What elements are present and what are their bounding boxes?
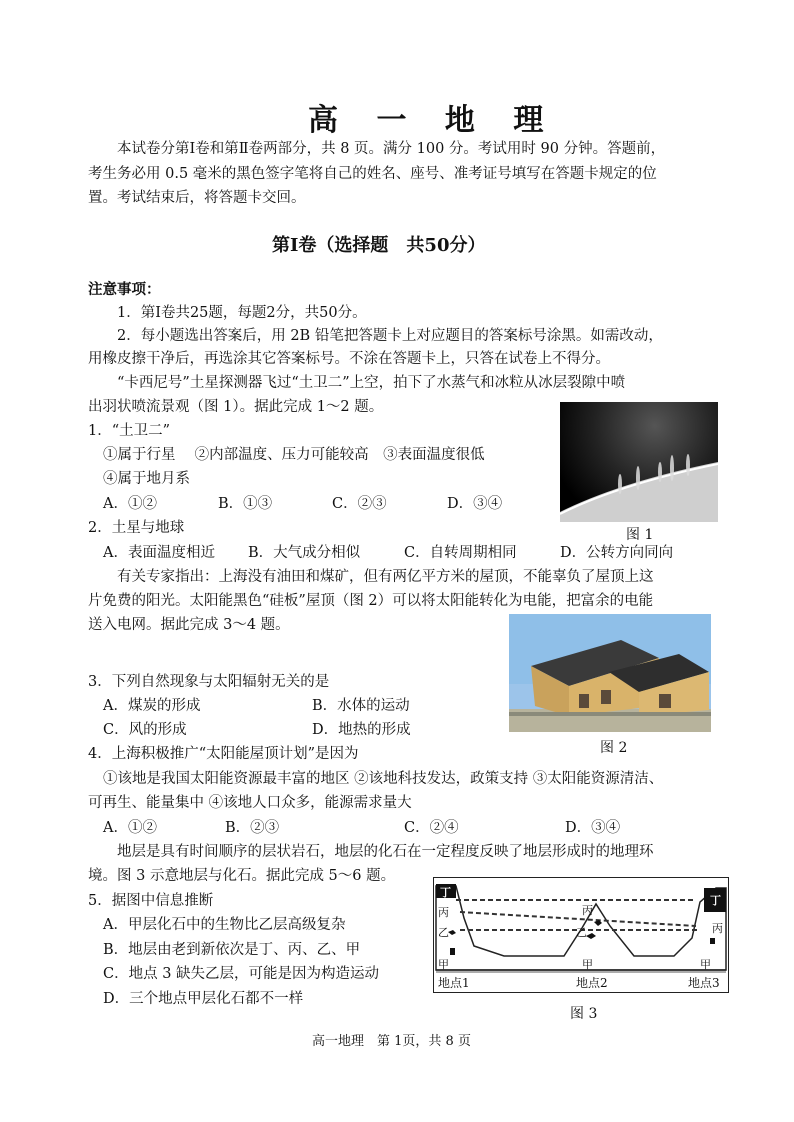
- notice-item-1: 1．第Ⅰ卷共25题，每题2分，共50分。: [117, 305, 367, 321]
- intro-line-2: 考生务必用 0.5 毫米的黑色签字笔将自己的姓名、座号、准考证号填写在答题卡规定的位: [88, 166, 657, 182]
- notice-item-2-cont: 用橡皮擦干净后，再选涂其它答案标号。不涂在答题卡上，只答在试卷上不得分。: [88, 351, 610, 367]
- q1-statements-2: ④属于地月系: [103, 471, 190, 487]
- q3-option-c[interactable]: C．风的形成: [103, 722, 187, 738]
- q5-stem: 5．据图中信息推断: [88, 893, 214, 909]
- q2-option-c[interactable]: C．自转周期相同: [404, 545, 517, 561]
- q5-option-d[interactable]: D．三个地点甲层化石都不一样: [103, 991, 304, 1007]
- q4-statements-1: ①该地是我国太阳能资源最丰富的地区 ②该地科技发达，政策支持 ③太阳能资源清洁、: [103, 771, 664, 787]
- q5-option-a[interactable]: A．甲层化石中的生物比乙层高级复杂: [103, 917, 346, 933]
- q1-option-b[interactable]: B．①③: [218, 496, 273, 512]
- fig3-label-bing-site3: 丙: [712, 922, 723, 935]
- q2-option-d[interactable]: D．公转方向同向: [560, 545, 674, 561]
- q2-option-a[interactable]: A．表面温度相近: [103, 545, 215, 561]
- passage2-line-2: 片免费的阳光。太阳能黑色“硅板”屋顶（图 2）可以将太阳能转化为电能，把富余的电能: [88, 593, 654, 609]
- fig3-label-bing-site1: 丙: [438, 906, 449, 919]
- fig3-site-1: 地点1: [438, 976, 470, 990]
- q3-option-a[interactable]: A．煤炭的形成: [103, 698, 201, 714]
- q2-option-b[interactable]: B．大气成分相似: [248, 545, 361, 561]
- fig3-label-bing-site2: 丙: [582, 904, 593, 917]
- figure-2-caption: 图 2: [600, 740, 628, 756]
- passage1-line-1: “卡西尼号”土星探测器飞过“土卫二”上空，拍下了水蒸气和冰粒从冰层裂隙中喷: [117, 375, 626, 391]
- q3-option-b[interactable]: B．水体的运动: [312, 698, 410, 714]
- fig3-label-jia-site1: 甲: [438, 958, 449, 971]
- figure-2-solar-roof-house-image: [509, 614, 711, 732]
- passage1-line-2: 出羽状喷流景观（图 1）。据此完成 1～2 题。: [88, 399, 384, 415]
- passage2-line-3: 送入电网。据此完成 3～4 题。: [88, 617, 290, 633]
- fig3-label-jia-site3: 甲: [700, 958, 711, 971]
- q5-option-b[interactable]: B．地层由老到新依次是丁、丙、乙、甲: [103, 942, 361, 958]
- fig3-site-3: 地点3: [688, 976, 720, 990]
- passage3-line-2: 境。图 3 示意地层与化石。据此完成 5～6 题。: [88, 868, 396, 884]
- fig3-label-ding-site1: 丁: [440, 886, 451, 899]
- q5-option-c[interactable]: C．地点 3 缺失乙层，可能是因为构造运动: [103, 966, 380, 982]
- figure-3-strata-diagram: [433, 877, 729, 993]
- q1-option-a[interactable]: A．①②: [103, 496, 157, 512]
- notice-item-2: 2．每小题选出答案后，用 2B 铅笔把答题卡上对应题目的答案标号涂黑。如需改动，: [117, 328, 663, 344]
- q1-option-c[interactable]: C．②③: [332, 496, 387, 512]
- q1-option-d[interactable]: D．③④: [447, 496, 503, 512]
- page-footer: 高一地理 第 1页，共 8 页: [312, 1034, 471, 1049]
- intro-line-1: 本试卷分第Ⅰ卷和第Ⅱ卷两部分，共 8 页。满分 100 分。考试用时 90 分钟。答题前，: [117, 141, 666, 157]
- q1-stem: 1．“土卫二”: [88, 423, 171, 439]
- q3-stem: 3．下列自然现象与太阳辐射无关的是: [88, 674, 330, 690]
- q4-option-a[interactable]: A．①②: [103, 820, 157, 836]
- q4-option-c[interactable]: C．②④: [404, 820, 459, 836]
- fig3-label-yi-site2: 乙: [576, 926, 587, 939]
- q3-option-d[interactable]: D．地热的形成: [312, 722, 411, 738]
- fig3-site-2: 地点2: [576, 976, 608, 990]
- q4-stem: 4．上海积极推广“太阳能屋顶计划”是因为: [88, 746, 359, 762]
- figure-3-caption: 图 3: [570, 1006, 598, 1022]
- q1-statements-1: ①属于行星 ②内部温度、压力可能较高 ③表面温度很低: [103, 447, 485, 463]
- fig3-label-yi-site1: 乙: [438, 926, 449, 939]
- q4-option-b[interactable]: B．②③: [225, 820, 280, 836]
- fig3-label-ding-site3: 丁: [710, 894, 721, 907]
- notice-heading: 注意事项：: [88, 281, 161, 298]
- page-title: 高 一 地 理: [308, 103, 558, 138]
- q4-option-d[interactable]: D．③④: [565, 820, 621, 836]
- q2-stem: 2．土星与地球: [88, 520, 185, 536]
- section-title: 第Ⅰ卷（选择题 共50分）: [272, 235, 486, 256]
- passage3-line-1: 地层是具有时间顺序的层状岩石，地层的化石在一定程度反映了地层形成时的地理环: [117, 844, 654, 860]
- figure-1-caption: 图 1: [626, 527, 654, 543]
- intro-line-3: 置。考试结束后，将答题卡交回。: [88, 190, 306, 206]
- passage2-line-1: 有关专家指出：上海没有油田和煤矿，但有两亿平方米的屋顶，不能辜负了屋顶上这: [117, 569, 654, 585]
- fig3-label-jia-site2: 甲: [582, 958, 593, 971]
- q4-statements-2: 可再生、能量集中 ④该地人口众多，能源需求量大: [88, 795, 412, 811]
- figure-1-plumes-image: [560, 402, 718, 522]
